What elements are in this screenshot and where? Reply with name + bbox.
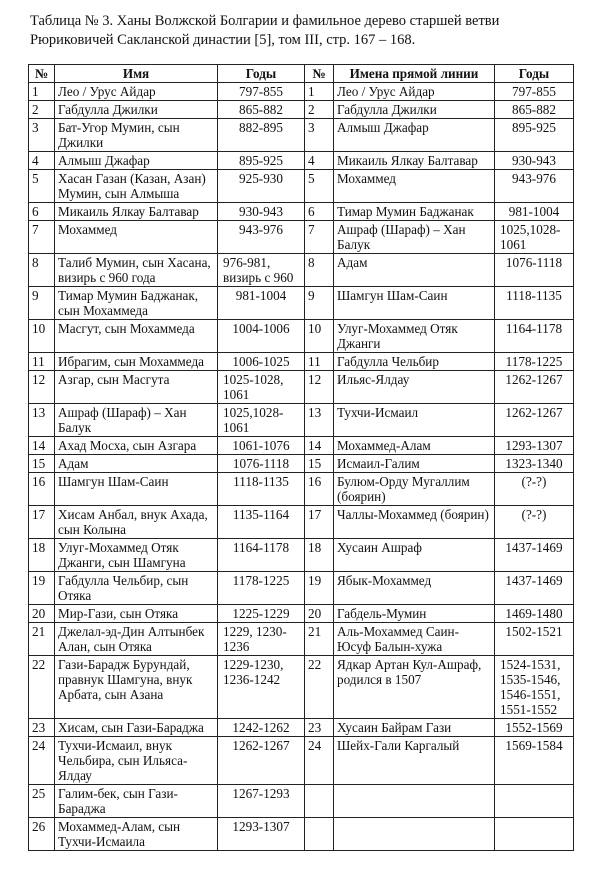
cell-years-right: 1262-1267 bbox=[495, 404, 574, 437]
cell-num-right: 8 bbox=[305, 254, 334, 287]
cell-name-left: Хасан Газан (Казан, Азан) Мумин, сын Алмыша bbox=[55, 170, 218, 203]
cell-years-right: 1469-1480 bbox=[495, 605, 574, 623]
cell-name-left: Гази-Барадж Бурундай, правнук Шамгуна, внук Арбата, сын Азана bbox=[55, 656, 218, 719]
table-row bbox=[29, 203, 574, 221]
cell-years-left: 981-1004 bbox=[218, 287, 305, 320]
table-row bbox=[29, 371, 574, 404]
khans-table bbox=[28, 64, 574, 851]
cell-name-left: Габдулла Джилки bbox=[55, 101, 218, 119]
header-number-right: № bbox=[305, 65, 334, 83]
cell-years-left: 1025,1028-1061 bbox=[218, 404, 305, 437]
cell-name-left: Хисам Анбал, внук Ахада, сын Колына bbox=[55, 506, 218, 539]
cell-num-left: 10 bbox=[29, 320, 55, 353]
cell-name-left: Мир-Гази, сын Отяка bbox=[55, 605, 218, 623]
cell-name-left: Азгар, сын Масгута bbox=[55, 371, 218, 404]
cell-name-right: Исмаил-Галим bbox=[334, 455, 495, 473]
cell-num-left: 25 bbox=[29, 785, 55, 818]
cell-name-left: Талиб Мумин, сын Хасана, визирь с 960 года bbox=[55, 254, 218, 287]
cell-name-right: Хусаин Ашраф bbox=[334, 539, 495, 572]
cell-num-right: 6 bbox=[305, 203, 334, 221]
cell-num-right: 5 bbox=[305, 170, 334, 203]
cell-years-right: 1262-1267 bbox=[495, 371, 574, 404]
cell-years-right: (?-?) bbox=[495, 506, 574, 539]
cell-num-left: 14 bbox=[29, 437, 55, 455]
cell-years-left: 1262-1267 bbox=[218, 737, 305, 785]
cell-name-right: Булюм-Орду Мугаллим (боярин) bbox=[334, 473, 495, 506]
table-row bbox=[29, 437, 574, 455]
cell-name-left: Микаиль Ялкау Балтавар bbox=[55, 203, 218, 221]
cell-num-right: 22 bbox=[305, 656, 334, 719]
cell-num-right: 21 bbox=[305, 623, 334, 656]
table-row bbox=[29, 83, 574, 101]
cell-name-right: Чаллы-Мохаммед (боярин) bbox=[334, 506, 495, 539]
table-row bbox=[29, 719, 574, 737]
cell-num-right: 7 bbox=[305, 221, 334, 254]
cell-name-right: Лео / Урус Айдар bbox=[334, 83, 495, 101]
cell-years-left: 925-930 bbox=[218, 170, 305, 203]
cell-num-right: 4 bbox=[305, 152, 334, 170]
cell-name-left: Адам bbox=[55, 455, 218, 473]
header-direct-line-names: Имена прямой линии bbox=[334, 65, 495, 83]
table-row bbox=[29, 353, 574, 371]
cell-years-left: 1118-1135 bbox=[218, 473, 305, 506]
cell-years-right: (?-?) bbox=[495, 473, 574, 506]
cell-num-left: 3 bbox=[29, 119, 55, 152]
cell-years-right: 1323-1340 bbox=[495, 455, 574, 473]
cell-num-right: 24 bbox=[305, 737, 334, 785]
cell-years-left: 943-976 bbox=[218, 221, 305, 254]
cell-name-left: Ибрагим, сын Мохаммеда bbox=[55, 353, 218, 371]
table-row bbox=[29, 506, 574, 539]
cell-years-right bbox=[495, 785, 574, 818]
cell-years-left: 1061-1076 bbox=[218, 437, 305, 455]
cell-num-right: 9 bbox=[305, 287, 334, 320]
cell-name-right: Габдель-Мумин bbox=[334, 605, 495, 623]
table-row bbox=[29, 287, 574, 320]
cell-name-right: Ашраф (Шараф) – Хан Балук bbox=[334, 221, 495, 254]
cell-num-left: 11 bbox=[29, 353, 55, 371]
table-row bbox=[29, 170, 574, 203]
table-body bbox=[29, 83, 574, 851]
cell-name-right: Шамгун Шам-Саин bbox=[334, 287, 495, 320]
cell-num-right: 13 bbox=[305, 404, 334, 437]
cell-num-left: 4 bbox=[29, 152, 55, 170]
header-name: Имя bbox=[55, 65, 218, 83]
cell-num-left: 13 bbox=[29, 404, 55, 437]
table-caption: Таблица № 3. Ханы Волжской Болгарии и фамильное дерево старшей ветви Рюриковичей Сакланской династии [5], том III, стр. 167 – 168. bbox=[30, 13, 500, 48]
cell-years-left: 895-925 bbox=[218, 152, 305, 170]
cell-num-right: 20 bbox=[305, 605, 334, 623]
cell-name-right: Габдулла Джилки bbox=[334, 101, 495, 119]
cell-years-left: 797-855 bbox=[218, 83, 305, 101]
cell-name-left: Галим-бек, сын Гази-Бараджа bbox=[55, 785, 218, 818]
cell-name-left: Габдулла Чельбир, сын Отяка bbox=[55, 572, 218, 605]
cell-name-right: Ябык-Мохаммед bbox=[334, 572, 495, 605]
cell-num-right: 3 bbox=[305, 119, 334, 152]
cell-name-left: Мохаммед bbox=[55, 221, 218, 254]
cell-years-left: 1293-1307 bbox=[218, 818, 305, 851]
cell-name-left: Лео / Урус Айдар bbox=[55, 83, 218, 101]
table-row bbox=[29, 119, 574, 152]
cell-years-left: 1178-1225 bbox=[218, 572, 305, 605]
cell-years-left: 882-895 bbox=[218, 119, 305, 152]
cell-name-left: Шамгун Шам-Саин bbox=[55, 473, 218, 506]
cell-num-right: 14 bbox=[305, 437, 334, 455]
cell-name-left: Тухчи-Исмаил, внук Чельбира, сын Ильяса-Ялдау bbox=[55, 737, 218, 785]
cell-years-right: 1437-1469 bbox=[495, 572, 574, 605]
cell-years-left: 1242-1262 bbox=[218, 719, 305, 737]
cell-name-right: Тухчи-Исмаил bbox=[334, 404, 495, 437]
cell-name-right: Хусаин Байрам Гази bbox=[334, 719, 495, 737]
table-row bbox=[29, 623, 574, 656]
cell-years-left: 1225-1229 bbox=[218, 605, 305, 623]
cell-num-right: 1 bbox=[305, 83, 334, 101]
cell-num-right: 15 bbox=[305, 455, 334, 473]
cell-num-left: 20 bbox=[29, 605, 55, 623]
cell-num-left: 7 bbox=[29, 221, 55, 254]
cell-years-right: 1502-1521 bbox=[495, 623, 574, 656]
cell-name-right bbox=[334, 818, 495, 851]
cell-years-right: 865-882 bbox=[495, 101, 574, 119]
cell-years-right: 895-925 bbox=[495, 119, 574, 152]
cell-name-right bbox=[334, 785, 495, 818]
cell-num-left: 5 bbox=[29, 170, 55, 203]
cell-num-left: 18 bbox=[29, 539, 55, 572]
cell-num-right: 17 bbox=[305, 506, 334, 539]
table-row bbox=[29, 404, 574, 437]
cell-num-left: 16 bbox=[29, 473, 55, 506]
table-row bbox=[29, 605, 574, 623]
cell-years-left: 865-882 bbox=[218, 101, 305, 119]
cell-years-right: 1552-1569 bbox=[495, 719, 574, 737]
cell-num-left: 21 bbox=[29, 623, 55, 656]
table-row bbox=[29, 221, 574, 254]
table-row bbox=[29, 473, 574, 506]
cell-num-left: 17 bbox=[29, 506, 55, 539]
cell-name-left: Ашраф (Шараф) – Хан Балук bbox=[55, 404, 218, 437]
cell-years-left: 1164-1178 bbox=[218, 539, 305, 572]
table-row bbox=[29, 320, 574, 353]
cell-years-right: 1178-1225 bbox=[495, 353, 574, 371]
cell-years-left: 1135-1164 bbox=[218, 506, 305, 539]
cell-name-left: Хисам, сын Гази-Бараджа bbox=[55, 719, 218, 737]
cell-num-right: 23 bbox=[305, 719, 334, 737]
cell-num-right: 18 bbox=[305, 539, 334, 572]
cell-name-right: Шейх-Гали Каргалый bbox=[334, 737, 495, 785]
cell-years-right: 1293-1307 bbox=[495, 437, 574, 455]
header-years-left: Годы bbox=[218, 65, 305, 83]
cell-num-left: 26 bbox=[29, 818, 55, 851]
cell-num-right: 16 bbox=[305, 473, 334, 506]
cell-name-left: Тимар Мумин Баджанак, сын Мохаммеда bbox=[55, 287, 218, 320]
table-row bbox=[29, 737, 574, 785]
cell-years-right: 1164-1178 bbox=[495, 320, 574, 353]
cell-name-right: Мохаммед-Алам bbox=[334, 437, 495, 455]
cell-years-left: 976-981, визирь с 960 bbox=[218, 254, 305, 287]
cell-name-right: Алмыш Джафар bbox=[334, 119, 495, 152]
cell-years-left: 1229, 1230-1236 bbox=[218, 623, 305, 656]
cell-name-right: Адам bbox=[334, 254, 495, 287]
cell-num-left: 22 bbox=[29, 656, 55, 719]
table-row bbox=[29, 572, 574, 605]
cell-num-right: 2 bbox=[305, 101, 334, 119]
cell-num-left: 24 bbox=[29, 737, 55, 785]
table-row bbox=[29, 152, 574, 170]
cell-years-left: 1004-1006 bbox=[218, 320, 305, 353]
cell-years-right: 1569-1584 bbox=[495, 737, 574, 785]
cell-name-left: Масгут, сын Мохаммеда bbox=[55, 320, 218, 353]
cell-name-right: Ильяс-Ялдау bbox=[334, 371, 495, 404]
cell-years-right: 943-976 bbox=[495, 170, 574, 203]
cell-name-right: Габдулла Чельбир bbox=[334, 353, 495, 371]
cell-name-right: Аль-Мохаммед Саин-Юсуф Балын-хужа bbox=[334, 623, 495, 656]
cell-num-right: 11 bbox=[305, 353, 334, 371]
cell-num-right: 10 bbox=[305, 320, 334, 353]
cell-years-left: 930-943 bbox=[218, 203, 305, 221]
cell-name-left: Бат-Угор Мумин, сын Джилки bbox=[55, 119, 218, 152]
cell-num-right bbox=[305, 785, 334, 818]
cell-years-right: 1437-1469 bbox=[495, 539, 574, 572]
cell-num-right: 12 bbox=[305, 371, 334, 404]
cell-years-left: 1025-1028, 1061 bbox=[218, 371, 305, 404]
cell-years-left: 1006-1025 bbox=[218, 353, 305, 371]
cell-years-left: 1229-1230, 1236-1242 bbox=[218, 656, 305, 719]
cell-name-left: Ахад Мосха, сын Азгара bbox=[55, 437, 218, 455]
cell-num-left: 12 bbox=[29, 371, 55, 404]
table-row bbox=[29, 101, 574, 119]
cell-name-left: Алмыш Джафар bbox=[55, 152, 218, 170]
table-row bbox=[29, 785, 574, 818]
cell-num-left: 6 bbox=[29, 203, 55, 221]
table-row bbox=[29, 254, 574, 287]
cell-years-right: 797-855 bbox=[495, 83, 574, 101]
cell-name-right: Ядкар Артан Кул-Ашраф, родился в 1507 bbox=[334, 656, 495, 719]
cell-name-right: Улуг-Мохаммед Отяк Джанги bbox=[334, 320, 495, 353]
cell-years-right: 1118-1135 bbox=[495, 287, 574, 320]
header-number-left: № bbox=[29, 65, 55, 83]
cell-name-left: Мохаммед-Алам, сын Тухчи-Исмаила bbox=[55, 818, 218, 851]
cell-years-right bbox=[495, 818, 574, 851]
cell-years-right: 1076-1118 bbox=[495, 254, 574, 287]
table-header-row bbox=[29, 65, 574, 83]
cell-num-left: 15 bbox=[29, 455, 55, 473]
cell-num-left: 23 bbox=[29, 719, 55, 737]
cell-name-right: Мохаммед bbox=[334, 170, 495, 203]
cell-num-right: 19 bbox=[305, 572, 334, 605]
cell-years-right: 981-1004 bbox=[495, 203, 574, 221]
cell-name-left: Джелал-эд-Дин Алтынбек Алан, сын Отяка bbox=[55, 623, 218, 656]
cell-years-right: 1524-1531, 1535-1546, 1546-1551, 1551-1552 bbox=[495, 656, 574, 719]
cell-num-left: 9 bbox=[29, 287, 55, 320]
table-row bbox=[29, 818, 574, 851]
cell-years-right: 930-943 bbox=[495, 152, 574, 170]
cell-years-right: 1025,1028-1061 bbox=[495, 221, 574, 254]
cell-years-left: 1076-1118 bbox=[218, 455, 305, 473]
cell-name-right: Тимар Мумин Баджанак bbox=[334, 203, 495, 221]
cell-num-left: 8 bbox=[29, 254, 55, 287]
table-row bbox=[29, 656, 574, 719]
cell-num-left: 1 bbox=[29, 83, 55, 101]
header-years-right: Годы bbox=[495, 65, 574, 83]
cell-name-right: Микаиль Ялкау Балтавар bbox=[334, 152, 495, 170]
cell-years-left: 1267-1293 bbox=[218, 785, 305, 818]
cell-num-left: 2 bbox=[29, 101, 55, 119]
cell-name-left: Улуг-Мохаммед Отяк Джанги, сын Шамгуна bbox=[55, 539, 218, 572]
cell-num-right bbox=[305, 818, 334, 851]
table-row bbox=[29, 455, 574, 473]
table-row bbox=[29, 539, 574, 572]
cell-num-left: 19 bbox=[29, 572, 55, 605]
